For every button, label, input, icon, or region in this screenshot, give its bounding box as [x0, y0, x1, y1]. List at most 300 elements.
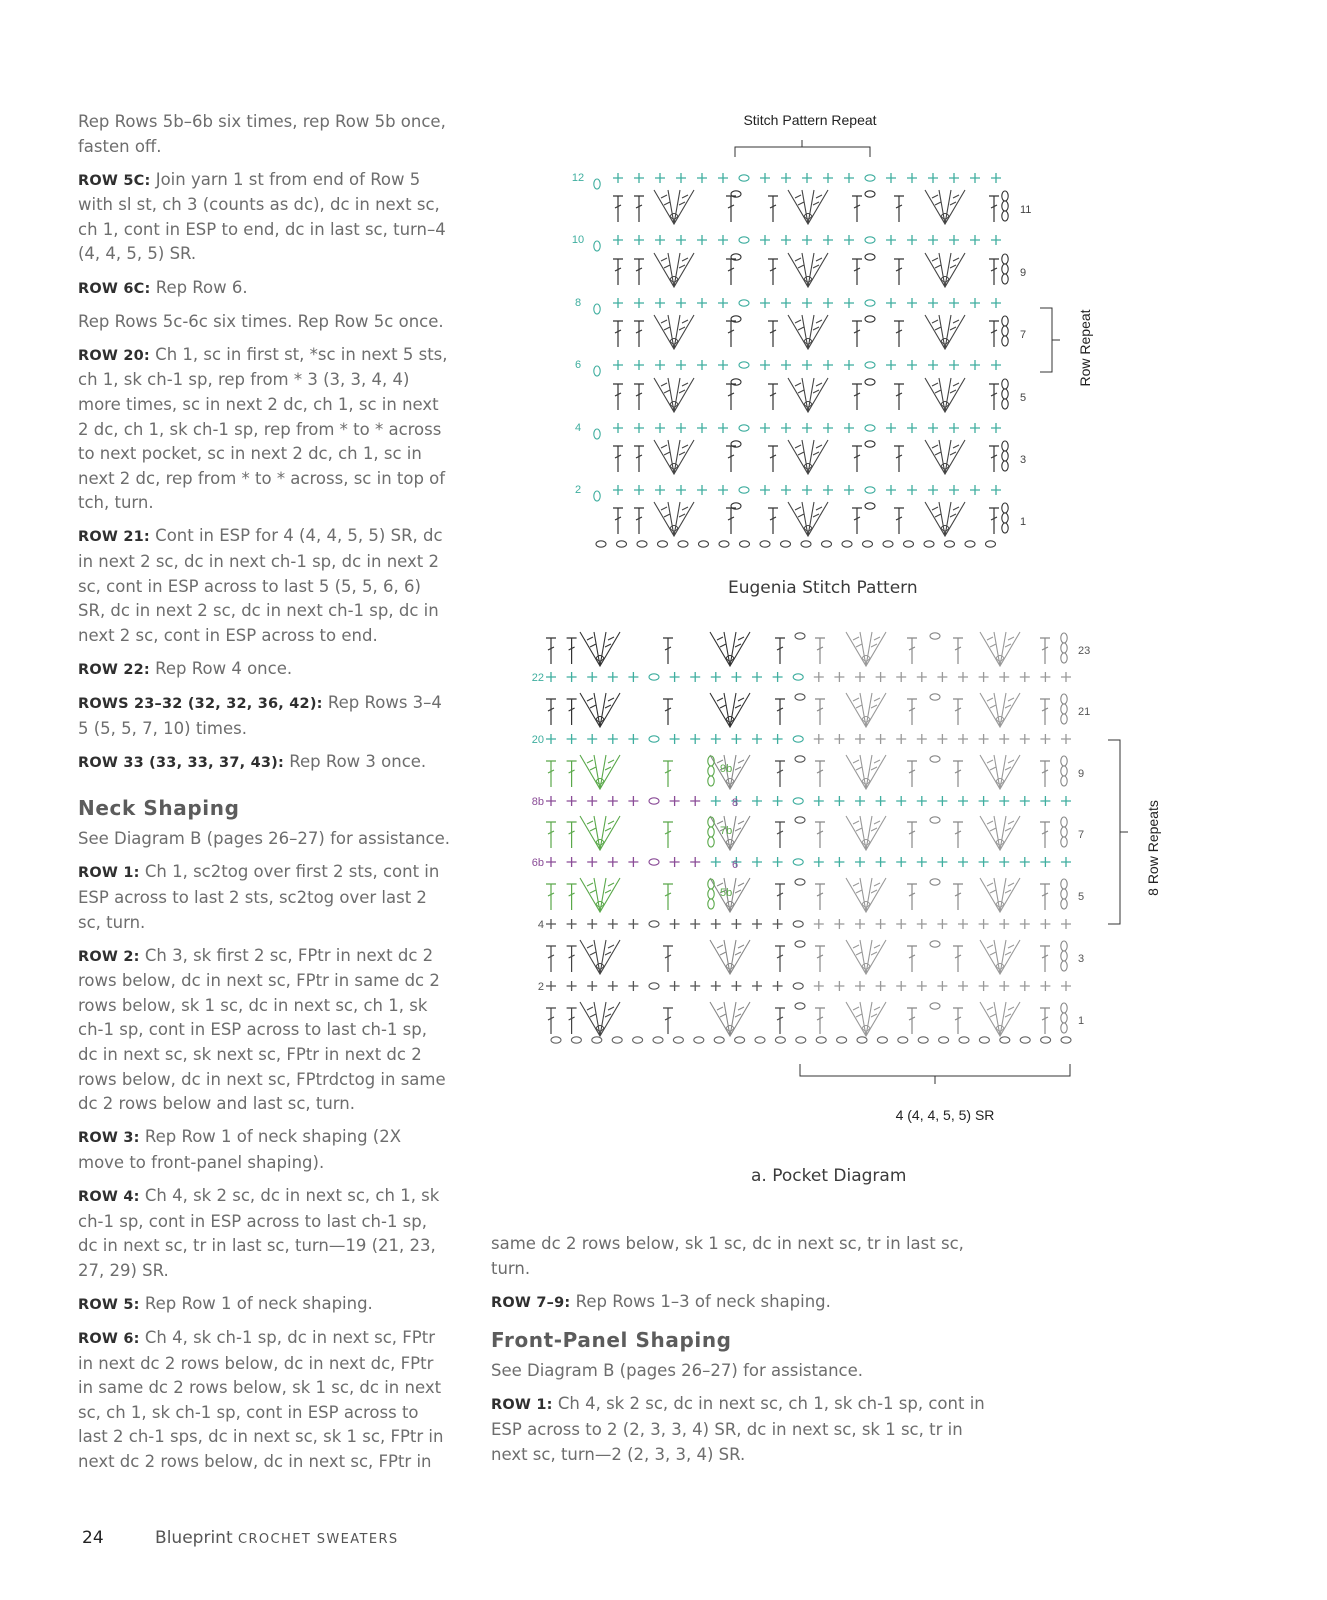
figure1-caption: Eugenia Stitch Pattern: [728, 578, 918, 598]
row-label: ROW 4:: [78, 1188, 140, 1205]
sc-symbol: [928, 298, 938, 308]
dc-symbol: [775, 822, 785, 848]
row-label: ROW 1:: [78, 865, 140, 882]
chain-symbol: [1000, 1037, 1010, 1043]
row-text: See Diagram B (pages 26–27) for assistance.: [78, 829, 451, 849]
sc-symbol: [970, 173, 980, 183]
sc-symbol: [670, 672, 680, 682]
row-number: 8: [574, 297, 582, 309]
sc-symbol: [844, 173, 854, 183]
post-symbol: [596, 902, 604, 908]
sc-symbol: [823, 485, 833, 495]
sc-symbol: [731, 981, 741, 991]
sc-symbol: [896, 734, 906, 744]
post-symbol: [670, 526, 678, 532]
sc-symbol: [697, 235, 707, 245]
chain-symbol: [959, 1037, 969, 1043]
sc-symbol: [844, 360, 854, 370]
sc-symbol: [697, 423, 707, 433]
dc-symbol: [775, 638, 785, 664]
sc-symbol: [731, 672, 741, 682]
dc-symbol: [613, 446, 623, 472]
chain-symbol: [708, 827, 714, 837]
sc-symbol: [970, 235, 980, 245]
dc-symbol: [768, 259, 778, 285]
row-number: 12: [571, 172, 585, 184]
sc-symbol: [1020, 734, 1030, 744]
post-symbol: [862, 656, 870, 662]
dc-symbol: [613, 321, 623, 347]
sc-symbol: [937, 857, 947, 867]
sc-symbol: [1061, 981, 1071, 991]
sc-symbol: [1040, 919, 1050, 929]
sc-symbol: [567, 857, 577, 867]
row-label: ROW 22:: [78, 661, 150, 678]
chain-symbol: [739, 300, 749, 306]
sc-symbol: [718, 173, 728, 183]
dc-symbol: [546, 822, 556, 848]
chain-symbol: [865, 379, 875, 385]
chain-symbol: [571, 1037, 581, 1043]
sc-symbol: [823, 360, 833, 370]
sc-symbol: [690, 796, 700, 806]
sc-symbol: [896, 981, 906, 991]
chain-symbol: [1020, 1037, 1030, 1043]
sc-symbol: [670, 734, 680, 744]
chain-symbol: [594, 491, 600, 501]
sc-symbol: [896, 857, 906, 867]
sc-symbol: [844, 423, 854, 433]
chain-symbol: [1061, 827, 1067, 837]
chain-symbol: [649, 798, 659, 804]
chain-symbol: [1061, 704, 1067, 714]
sc-symbol: [634, 173, 644, 183]
chain-symbol: [1061, 1003, 1067, 1013]
post-symbol: [941, 464, 949, 470]
sc-symbol: [752, 734, 762, 744]
dc-symbol: [567, 699, 577, 725]
repeat-bracket: [735, 140, 870, 157]
sc-symbol: [896, 919, 906, 929]
sc-symbol: [991, 360, 1001, 370]
dc-symbol: [989, 446, 999, 472]
chain-symbol: [708, 899, 714, 909]
sc-symbol: [907, 235, 917, 245]
sc-symbol: [628, 981, 638, 991]
row-number: 7b: [720, 825, 733, 837]
row-label: ROW 5C:: [78, 172, 151, 189]
sc-symbol: [928, 423, 938, 433]
row-repeat-label: Row Repeat: [1077, 309, 1093, 387]
row-label: ROW 3:: [78, 1130, 140, 1147]
sc-symbol: [731, 919, 741, 929]
chain-symbol: [649, 859, 659, 865]
sc-symbol: [1020, 981, 1030, 991]
dc-symbol: [852, 508, 862, 534]
post-symbol: [996, 1026, 1004, 1032]
sc-symbol: [999, 857, 1009, 867]
row-text: Rep Rows 5c-6c six times. Rep Row 5c once.: [78, 311, 444, 331]
dc-symbol: [953, 884, 963, 910]
sc-symbol: [670, 981, 680, 991]
sc-symbol: [1061, 672, 1071, 682]
chain-symbol: [1061, 1037, 1071, 1043]
row-text: same dc 2 rows below, sk 1 sc, dc in next sc, tr in last sc, turn.: [491, 1234, 964, 1278]
row-text: Cont in ESP for 4 (4, 4, 5, 5) SR, dc in next 2 sc, dc in next ch-1 sp, dc in next 2 sc, cont in ESP across to last 5 (5, 5, 6, 6) SR, dc in next 2 sc, dc in next ch-1 sp, dc in next 2 sc, cont in ESP across to end.: [78, 526, 443, 645]
sc-symbol: [567, 796, 577, 806]
dc-symbol: [989, 259, 999, 285]
sc-symbol: [991, 423, 1001, 433]
sc-symbol: [546, 857, 556, 867]
sc-symbol: [773, 981, 783, 991]
dc-symbol: [953, 822, 963, 848]
row-number: 7: [1078, 829, 1085, 841]
chain-symbol: [1002, 191, 1008, 201]
chain-symbol: [594, 179, 600, 189]
chain-symbol: [865, 175, 875, 181]
dc-symbol: [1040, 822, 1050, 848]
row-number: 11: [1020, 204, 1032, 216]
sc-symbol: [676, 173, 686, 183]
dc-symbol: [894, 259, 904, 285]
sc-symbol: [613, 423, 623, 433]
post-symbol: [596, 717, 604, 723]
chain-symbol: [1061, 1023, 1067, 1033]
sc-symbol: [670, 796, 680, 806]
post-symbol: [804, 526, 812, 532]
dc-symbol: [1040, 884, 1050, 910]
row-number: 4: [574, 422, 582, 434]
dc-symbol: [894, 446, 904, 472]
row-number: 2: [574, 484, 582, 496]
sc-symbol: [752, 672, 762, 682]
row-label: ROW 6C:: [78, 280, 151, 297]
dc-symbol: [815, 699, 825, 725]
dc-symbol: [663, 1008, 673, 1034]
dc-symbol: [546, 1008, 556, 1034]
sc-symbol: [567, 734, 577, 744]
row-number: 8: [732, 797, 739, 809]
chain-symbol: [1061, 837, 1067, 847]
dc-symbol: [726, 446, 736, 472]
chain-symbol: [740, 541, 750, 547]
dc-symbol: [1040, 946, 1050, 972]
sc-symbol: [587, 857, 597, 867]
row-number: 20: [531, 734, 544, 746]
dc-symbol: [546, 946, 556, 972]
chain-symbol: [617, 541, 627, 547]
post-symbol: [726, 840, 734, 846]
chain-symbol: [930, 694, 940, 700]
chain-symbol: [930, 1003, 940, 1009]
row-label: ROW 6:: [78, 1330, 140, 1347]
row-text: Ch 4, sk 2 sc, dc in next sc, ch 1, sk ch-1 sp, cont in ESP across to last ch-1 sp, dc in next sc, tr in last sc, turn—19 (21, 23, 27, 29) SR.: [78, 1185, 440, 1280]
sc-symbol: [752, 857, 762, 867]
chain-symbol: [1061, 694, 1067, 704]
dc-symbol: [663, 699, 673, 725]
row-text: Join yarn 1 st from end of Row 5 with sl st, ch 3 (counts as dc), dc in next sc, ch 1, cont in ESP to end, dc in last sc, turn–4 (4, 4, 5, 5) SR.: [78, 169, 446, 264]
sc-symbol: [802, 298, 812, 308]
sc-symbol: [907, 173, 917, 183]
sc-symbol: [844, 485, 854, 495]
dc-symbol: [663, 822, 673, 848]
row-text: Rep Row 3 once.: [289, 751, 427, 771]
row-label: ROW 5:: [78, 1296, 140, 1313]
sc-symbol: [655, 298, 665, 308]
sc-symbol: [1040, 981, 1050, 991]
sc-symbol: [613, 485, 623, 495]
dc-symbol: [634, 508, 644, 534]
row-repeat-bracket: [1040, 308, 1060, 372]
chain-symbol: [930, 817, 940, 823]
chain-symbol: [739, 362, 749, 368]
sc-symbol: [999, 734, 1009, 744]
dc-symbol: [989, 321, 999, 347]
dc-symbol: [852, 259, 862, 285]
dc-symbol: [567, 822, 577, 848]
chain-symbol: [1002, 523, 1008, 533]
dc-symbol: [953, 699, 963, 725]
chain-symbol: [1002, 389, 1008, 399]
dc-symbol: [726, 196, 736, 222]
dc-symbol: [546, 761, 556, 787]
sc-symbol: [711, 734, 721, 744]
sc-symbol: [979, 672, 989, 682]
sc-symbol: [608, 672, 618, 682]
sc-symbol: [655, 173, 665, 183]
sc-symbol: [773, 672, 783, 682]
sc-symbol: [546, 672, 556, 682]
chain-symbol: [714, 1037, 724, 1043]
chain-symbol: [649, 921, 659, 927]
chain-symbol: [795, 756, 805, 762]
dc-symbol: [567, 1008, 577, 1034]
sc-symbol: [823, 235, 833, 245]
sc-symbol: [613, 298, 623, 308]
chain-symbol: [979, 1037, 989, 1043]
sc-symbol: [991, 235, 1001, 245]
chain-symbol: [678, 541, 688, 547]
dc-symbol: [1040, 1008, 1050, 1034]
dc-symbol: [775, 761, 785, 787]
chain-symbol: [596, 541, 606, 547]
stitch-pattern-repeat-label: Stitch Pattern Repeat: [743, 112, 877, 128]
section-heading: Neck Shaping: [78, 796, 240, 821]
post-symbol: [996, 902, 1004, 908]
sc-symbol: [634, 360, 644, 370]
sc-symbol: [546, 734, 556, 744]
sc-symbol: [949, 360, 959, 370]
sc-symbol: [613, 360, 623, 370]
dc-symbol: [894, 196, 904, 222]
dc-symbol: [768, 321, 778, 347]
dc-symbol: [663, 946, 673, 972]
chain-symbol: [796, 1037, 806, 1043]
sc-symbol: [567, 919, 577, 929]
dc-symbol: [634, 259, 644, 285]
sc-symbol: [958, 672, 968, 682]
post-symbol: [941, 214, 949, 220]
dc-symbol: [775, 946, 785, 972]
sc-symbol: [949, 485, 959, 495]
chain-symbol: [1061, 714, 1067, 724]
sc-symbol: [979, 796, 989, 806]
book-title: Blueprint: [155, 1528, 233, 1548]
chain-symbol: [1002, 399, 1008, 409]
post-symbol: [726, 779, 734, 785]
dc-symbol: [775, 699, 785, 725]
post-symbol: [670, 214, 678, 220]
sc-symbol: [876, 857, 886, 867]
row-label: ROW 1:: [491, 1397, 553, 1414]
chain-symbol: [924, 541, 934, 547]
sc-symbol: [760, 235, 770, 245]
chain-symbol: [883, 541, 893, 547]
sc-symbol: [760, 423, 770, 433]
post-symbol: [596, 964, 604, 970]
sc-symbol: [697, 298, 707, 308]
sc-symbol: [676, 485, 686, 495]
row-number: 9b: [720, 763, 733, 775]
sc-symbol: [907, 485, 917, 495]
dc-symbol: [613, 384, 623, 410]
sc-symbol: [844, 298, 854, 308]
chain-symbol: [822, 541, 832, 547]
sc-symbol: [886, 485, 896, 495]
chain-symbol: [965, 541, 975, 547]
chain-symbol: [637, 541, 647, 547]
chain-symbol: [1002, 503, 1008, 513]
chain-symbol: [1041, 1037, 1051, 1043]
row-number: 22: [531, 672, 544, 684]
sc-symbol: [690, 672, 700, 682]
sc-symbol: [823, 423, 833, 433]
chain-symbol: [1061, 817, 1067, 827]
sc-symbol: [917, 672, 927, 682]
sc-symbol: [587, 919, 597, 929]
row-number: 6: [732, 859, 739, 871]
page-footer: [82, 1528, 399, 1548]
dc-symbol: [567, 946, 577, 972]
chain-symbol: [877, 1037, 887, 1043]
sc-symbol: [1061, 919, 1071, 929]
sc-symbol: [655, 360, 665, 370]
row-text: Rep Row 4 once.: [155, 658, 293, 678]
dc-symbol: [726, 508, 736, 534]
dc-symbol: [567, 761, 577, 787]
dc-symbol: [726, 384, 736, 410]
row-number: 1: [1078, 1015, 1085, 1027]
post-symbol: [862, 964, 870, 970]
sc-symbol: [718, 423, 728, 433]
row-number: 3: [1020, 454, 1027, 466]
row-label: ROW 21:: [78, 529, 150, 546]
chain-symbol: [1061, 653, 1067, 663]
sc-symbol: [907, 298, 917, 308]
chain-symbol: [699, 541, 709, 547]
post-symbol: [941, 402, 949, 408]
pocket-diagram-chart: [532, 632, 1128, 1084]
sc-symbol: [697, 360, 707, 370]
sc-symbol: [886, 298, 896, 308]
post-symbol: [941, 526, 949, 532]
sc-symbol: [1040, 857, 1050, 867]
sc-symbol: [752, 919, 762, 929]
chain-symbol: [594, 241, 600, 251]
row-text: Rep Rows 1–3 of neck shaping.: [575, 1291, 831, 1311]
dc-symbol: [852, 384, 862, 410]
sc-symbol: [958, 857, 968, 867]
row-number: 5b: [720, 887, 733, 899]
chain-symbol: [865, 191, 875, 197]
row-label: ROW 20:: [78, 347, 150, 364]
sc-symbol: [773, 919, 783, 929]
sc-symbol: [844, 235, 854, 245]
chain-symbol: [1061, 951, 1067, 961]
sr-count-label: 4 (4, 4, 5, 5) SR: [895, 1107, 995, 1123]
chain-symbol: [795, 817, 805, 823]
dc-symbol: [768, 384, 778, 410]
sc-symbol: [886, 173, 896, 183]
dc-symbol: [546, 638, 556, 664]
dc-symbol: [775, 1008, 785, 1034]
sc-symbol: [711, 857, 721, 867]
sc-symbol: [781, 235, 791, 245]
sc-symbol: [773, 796, 783, 806]
sc-symbol: [1040, 672, 1050, 682]
sc-symbol: [917, 796, 927, 806]
post-symbol: [996, 964, 1004, 970]
dc-symbol: [768, 446, 778, 472]
chain-symbol: [1061, 756, 1067, 766]
book-subtitle: CROCHET SWEATERS: [238, 1532, 399, 1547]
chain-symbol: [795, 694, 805, 700]
post-symbol: [941, 277, 949, 283]
chain-symbol: [1002, 379, 1008, 389]
post-symbol: [804, 464, 812, 470]
sc-symbol: [613, 173, 623, 183]
chain-symbol: [1002, 274, 1008, 284]
chain-symbol: [793, 736, 803, 742]
sc-symbol: [676, 423, 686, 433]
chain-symbol: [795, 1003, 805, 1009]
sc-symbol: [823, 173, 833, 183]
row-number: 9: [1020, 267, 1027, 279]
sc-symbol: [613, 235, 623, 245]
sc-symbol: [608, 919, 618, 929]
chain-symbol: [708, 889, 714, 899]
row-text: Ch 3, sk first 2 sc, FPtr in next dc 2 rows below, dc in next sc, FPtr in same dc 2 rows below, sk 1 sc, dc in next sc, ch 1, sk ch-1 sp, cont in ESP across to last ch-1 sp, dc in next sc, sk next sc, FPtr in next dc 2 rows below, dc in next sc, FPtrdctog in same dc 2 rows below and last sc, turn.: [78, 945, 446, 1114]
chain-symbol: [816, 1037, 826, 1043]
sc-symbol: [608, 796, 618, 806]
dc-symbol: [907, 699, 917, 725]
sc-symbol: [886, 235, 896, 245]
row-text: Rep Rows 3–4 5 (5, 5, 7, 10) times.: [78, 692, 442, 738]
sc-symbol: [855, 857, 865, 867]
chain-symbol: [592, 1037, 602, 1043]
chain-symbol: [649, 736, 659, 742]
dc-symbol: [894, 384, 904, 410]
dc-symbol: [894, 508, 904, 534]
chain-symbol: [694, 1037, 704, 1043]
sc-symbol: [979, 919, 989, 929]
dc-symbol: [815, 638, 825, 664]
dc-symbol: [775, 884, 785, 910]
chain-symbol: [755, 1037, 765, 1043]
chain-symbol: [1061, 766, 1067, 776]
chain-symbol: [1061, 961, 1067, 971]
chain-symbol: [594, 366, 600, 376]
